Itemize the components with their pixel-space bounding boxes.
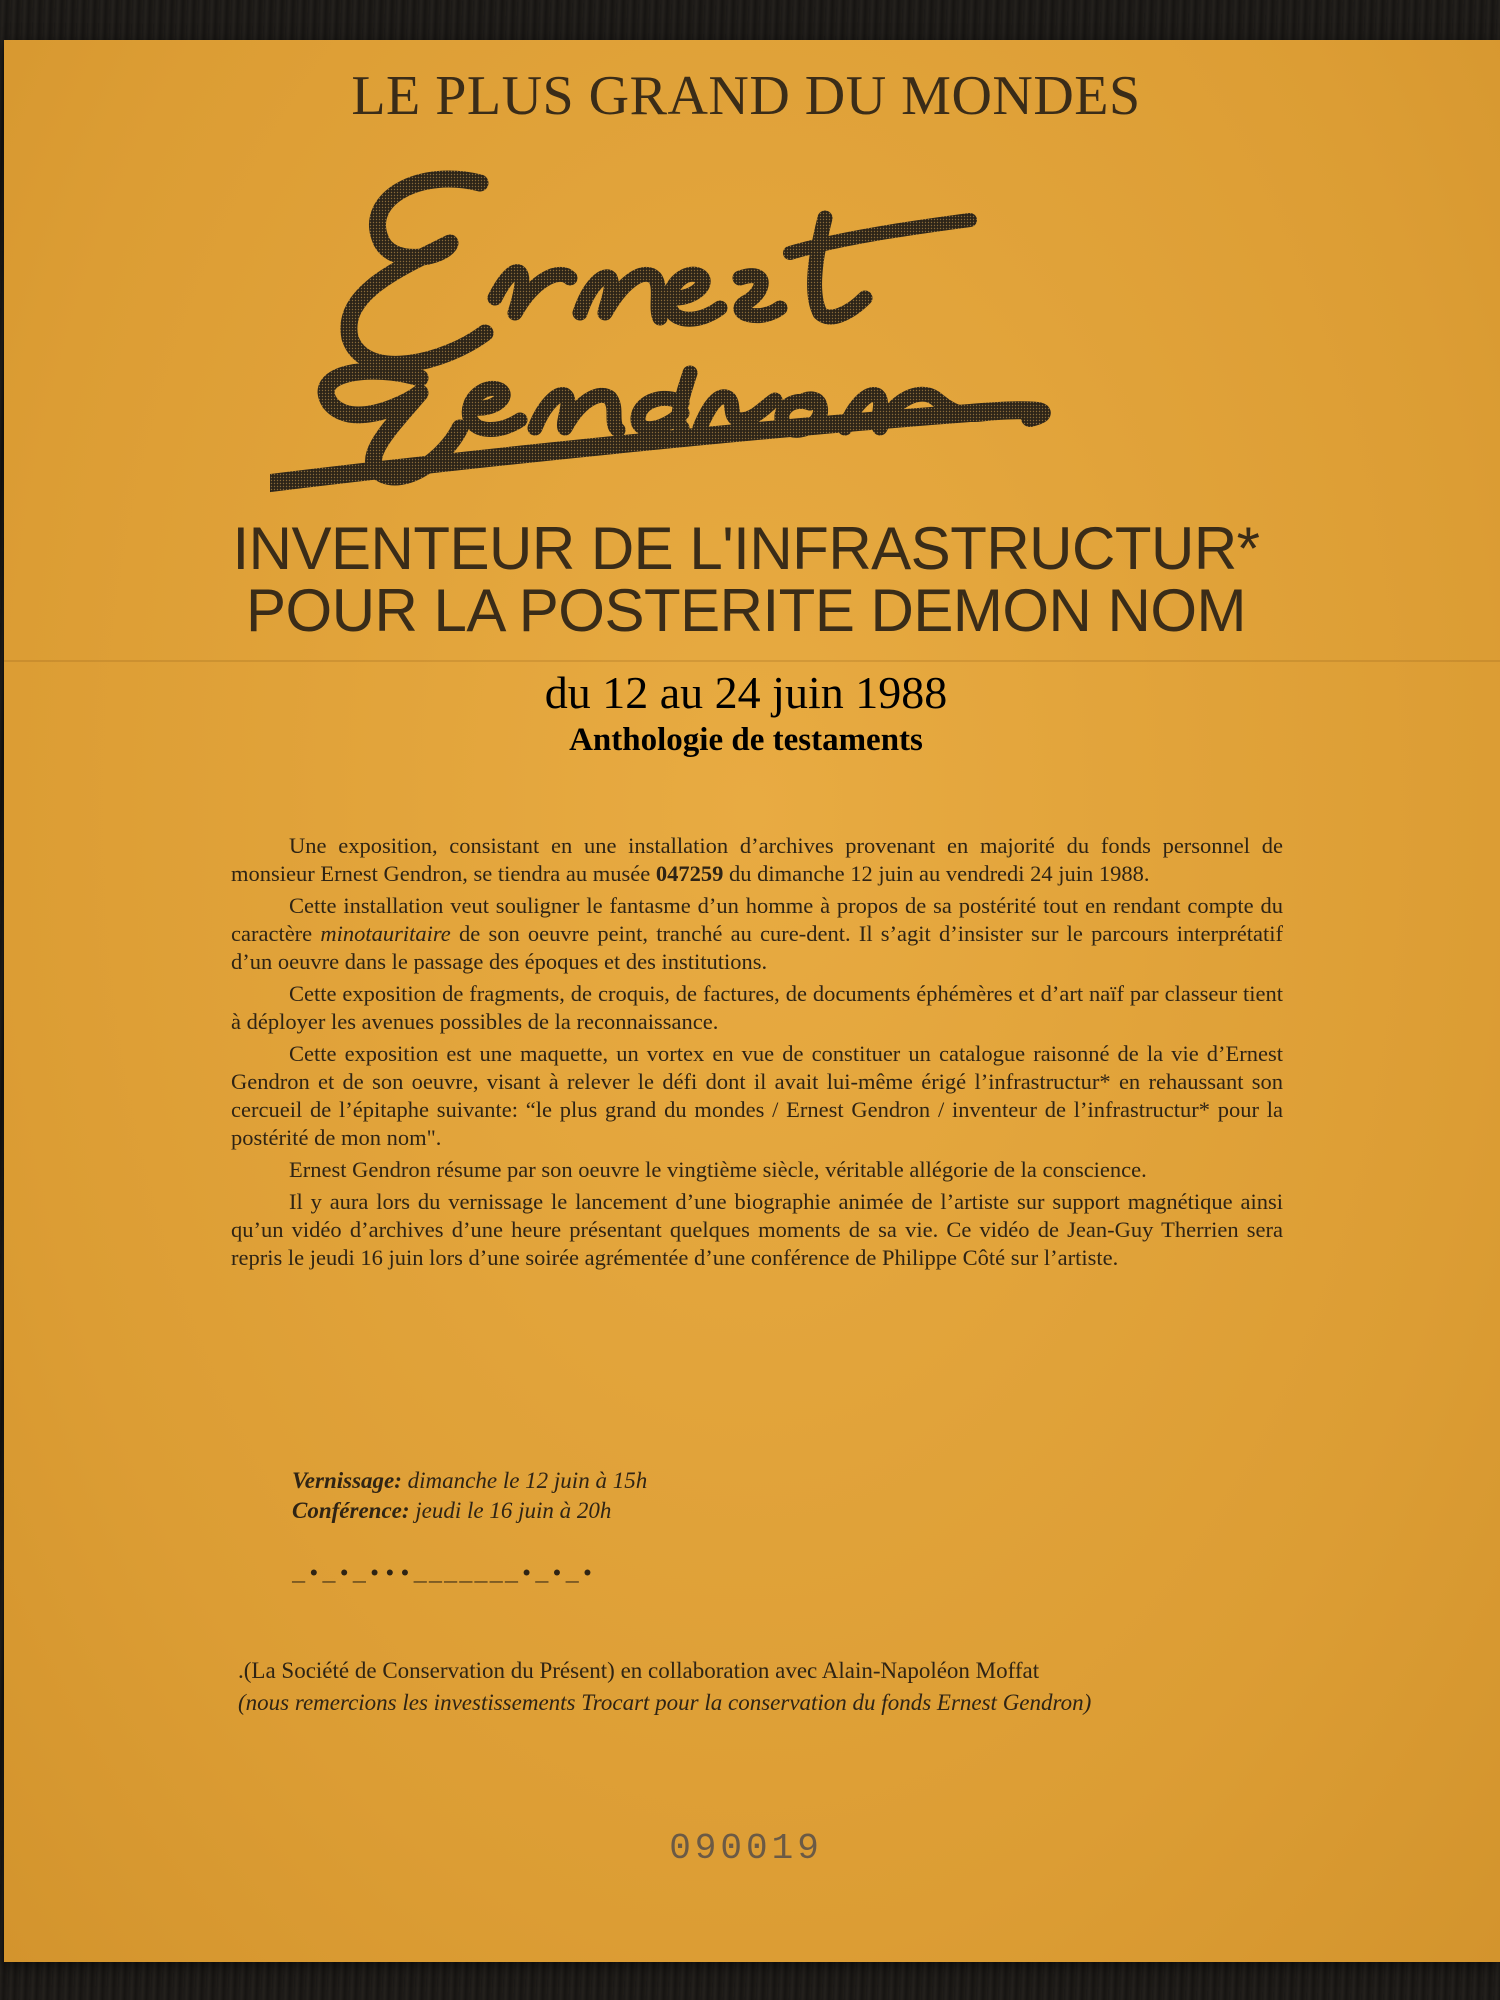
- conference-label: Conférence:: [292, 1498, 410, 1523]
- event-schedule: [292, 1466, 647, 1526]
- headline-line-2: POUR LA POSTERITE DEMON NOM: [246, 577, 1246, 644]
- vernissage-label: Vernissage:: [292, 1468, 402, 1493]
- conference-value: jeudi le 16 juin à 20h: [409, 1498, 612, 1523]
- signature-logo: [270, 128, 1250, 518]
- paragraph-1-part-b: du dimanche 12 juin au vendredi 24 juin 1988.: [723, 861, 1150, 886]
- top-title: LE PLUS GRAND DU MONDES: [351, 65, 1141, 127]
- paragraph-4: Cette exposition est une maquette, un vortex en vue de constituer un catalogue raisonné de la vie d’Ernest Gendron et de son oeuvre, visant à relever le défi dont il avait lui-même érigé l’infrastructur* en rehaussant son cercueil de l’épitaphe suivante: “le plus grand du mondes / Ernest Gendron / inventeur de l’infrastructur* pour la postérité de mon nom".: [231, 1041, 1283, 1150]
- dotted-separator: _•_•_•••_______•_•_•: [292, 1562, 597, 1587]
- thanks-line: (nous remercions les investissements Trocart pour la conservation du fonds Ernest Gendron): [238, 1690, 1092, 1715]
- credits: [238, 1655, 1318, 1719]
- paragraph-1-part-a: Une exposition, consistant en une installation d’archives provenant en majorité du fonds personnel de monsieur Ernest Gendron, se tiendra au musée: [231, 833, 1283, 886]
- paragraph-2: [231, 892, 1283, 976]
- conference-line: [292, 1496, 647, 1526]
- credit-line: .(La Société de Conservation du Présent) en collaboration avec Alain-Napoléon Moffat: [238, 1658, 1040, 1683]
- headline-line-1: INVENTEUR DE L'INFRASTRUCTUR*: [232, 515, 1260, 582]
- museum-code: 047259: [655, 861, 724, 886]
- paragraph-2-part-b: de son oeuvre peint, tranché au cure-dent. Il s’agit d’insister sur le parcours interprétatif d’un oeuvre dans le passage des époques et des institutions.: [231, 921, 1283, 974]
- emphasis-word: minotauritaire: [320, 921, 451, 946]
- serial-number: 090019: [669, 1828, 823, 1869]
- exhibition-subtitle: Anthologie de testaments: [569, 722, 923, 758]
- paragraph-1: [231, 832, 1283, 888]
- exhibition-dates: du 12 au 24 juin 1988: [544, 667, 948, 718]
- paragraph-6: Il y aura lors du vernissage le lancement d’une biographie animée de l’artiste sur support magnétique ainsi qu’un vidéo d’archives d’une heure présentant quelques moments de sa vie. Ce vidéo de Jean-Guy Therrien sera repris le jeudi 16 juin lors d’une soirée agrémentée d’une conférence de Philippe Côté sur l’artiste.: [231, 1189, 1283, 1270]
- vernissage-line: [292, 1466, 647, 1496]
- paragraph-3: Cette exposition de fragments, de croquis, de factures, de documents éphémères et d’art naïf par classeur tient à déployer les avenues possibles de la reconnaissance.: [231, 981, 1283, 1034]
- body-text: [231, 832, 1283, 1276]
- paragraph-2-part-a: Cette installation veut souligner le fantasme d’un homme à propos de sa postérité tout en rendant compte du caractère: [231, 893, 1283, 946]
- paragraph-5: Ernest Gendron résume par son oeuvre le vingtième siècle, véritable allégorie de la conscience.: [289, 1157, 1147, 1182]
- vernissage-value: dimanche le 12 juin à 15h: [401, 1468, 648, 1493]
- fold-line: [4, 660, 1500, 662]
